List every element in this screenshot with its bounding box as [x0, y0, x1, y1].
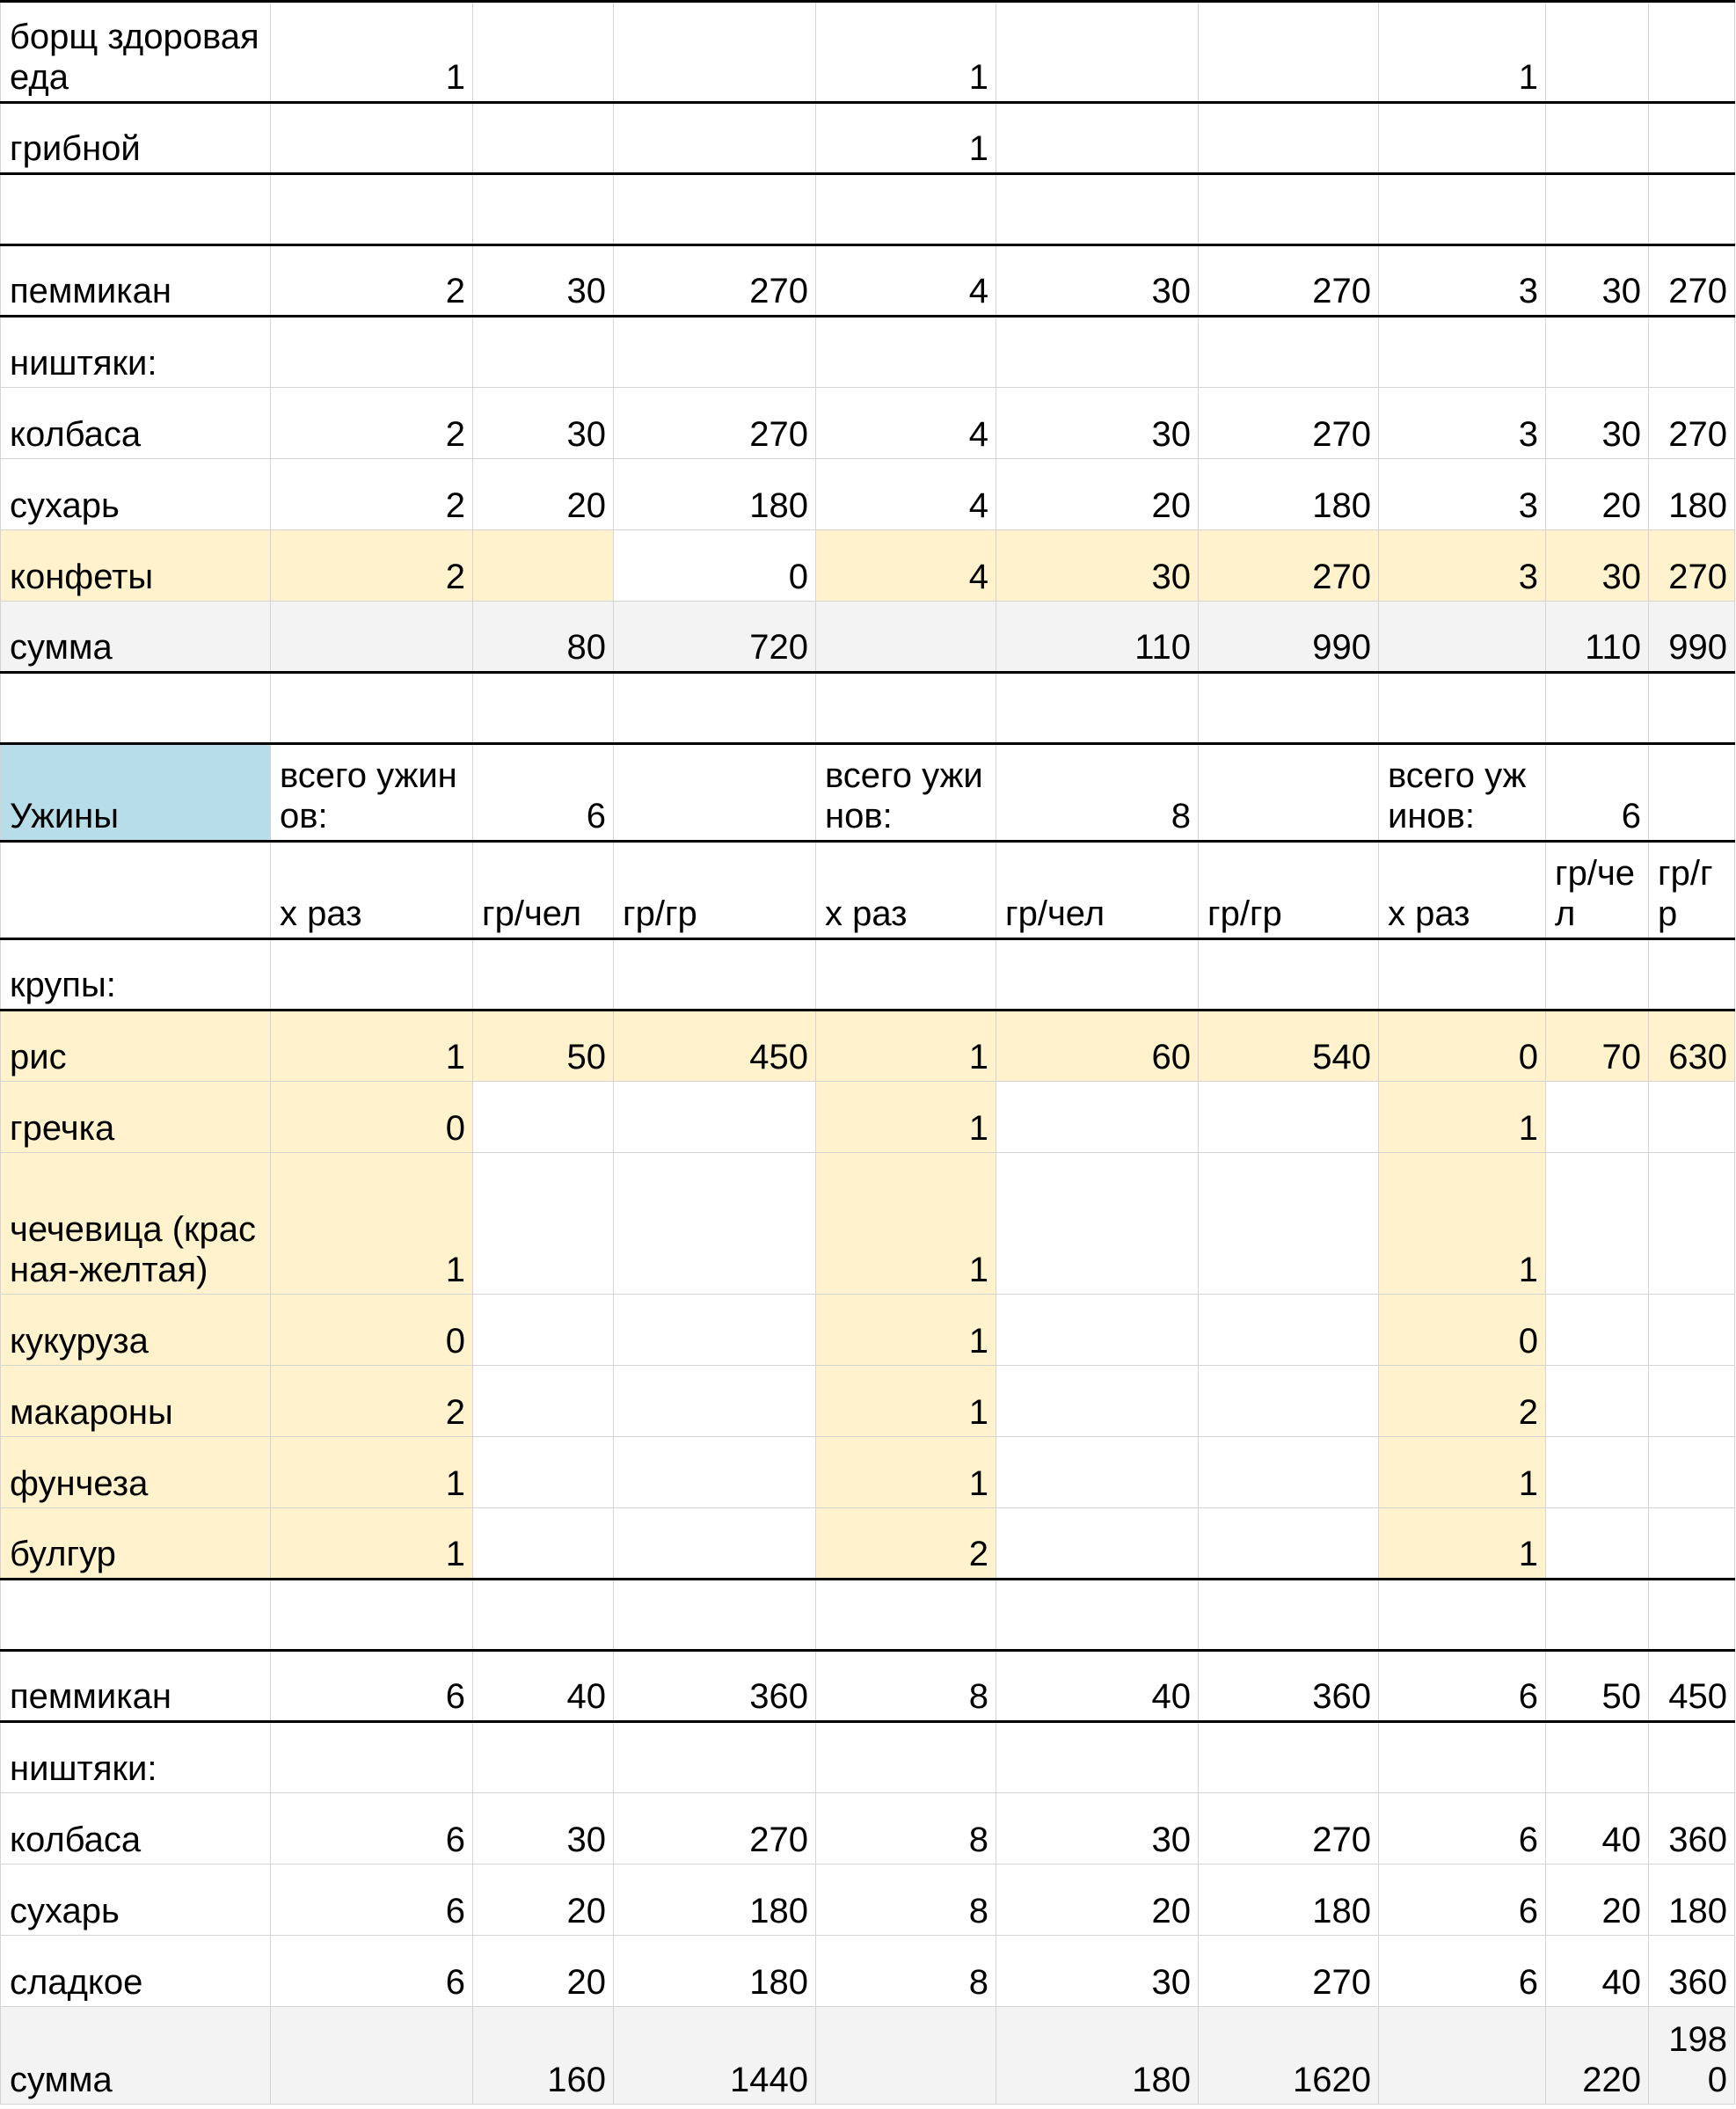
cell-g2-gr-per-group[interactable]: гр/гр	[1199, 842, 1379, 939]
cell-item[interactable]	[1, 842, 271, 939]
cell-item[interactable]: сумма	[1, 602, 271, 673]
cell-g1-times[interactable]	[271, 939, 473, 1011]
cell-g3-gr-per-person[interactable]	[1546, 1437, 1649, 1508]
cell-g1-times[interactable]	[271, 673, 473, 744]
cell-g3-gr-per-group[interactable]	[1649, 1153, 1735, 1295]
table-row	[1, 1011, 1735, 1082]
cell-g2-times[interactable]	[816, 939, 996, 1011]
cell-g3-gr-per-person[interactable]	[1546, 1580, 1649, 1651]
cell-g2-gr-per-person[interactable]	[996, 2, 1199, 103]
table-row	[1, 673, 1735, 744]
cell-item[interactable]: ништяки:	[1, 1722, 271, 1793]
cell-g3-gr-per-person[interactable]	[1546, 2, 1649, 103]
table-row	[1, 1437, 1735, 1508]
cell-g2-times[interactable]: 8	[816, 1793, 996, 1865]
cell-g1-gr-per-person[interactable]: 80	[473, 602, 614, 673]
cell-g3-times[interactable]: 1	[1379, 1508, 1546, 1580]
cell-g1-times[interactable]: 1	[271, 1153, 473, 1295]
cell-g2-gr-per-person[interactable]: 60	[996, 1011, 1199, 1082]
cell-g1-times[interactable]: 0	[271, 1295, 473, 1366]
cell-g2-gr-per-group[interactable]	[1199, 1153, 1379, 1295]
cell-g3-times[interactable]	[1379, 317, 1546, 388]
cell-g1-gr-per-person[interactable]: 50	[473, 1011, 614, 1082]
cell-item[interactable]: фунчеза	[1, 1437, 271, 1508]
table-row	[1, 1651, 1735, 1722]
cell-g1-gr-per-person[interactable]	[473, 1437, 614, 1508]
cell-g1-gr-per-group[interactable]: 1440	[614, 2007, 816, 2105]
cell-g1-gr-per-person[interactable]	[473, 1508, 614, 1580]
cell-g2-gr-per-group[interactable]	[1199, 1295, 1379, 1366]
cell-g2-gr-per-person[interactable]	[996, 1437, 1199, 1508]
cell-g3-times[interactable]: x раз	[1379, 842, 1546, 939]
cell-item[interactable]: борщ здоровая еда	[1, 2, 271, 103]
cell-item[interactable]: пеммикан	[1, 245, 271, 317]
cell-g1-gr-per-group[interactable]: 270	[614, 245, 816, 317]
cell-g1-gr-per-group[interactable]: 360	[614, 1651, 816, 1722]
cell-g3-gr-per-person[interactable]: 6	[1546, 744, 1649, 842]
cell-g3-times[interactable]	[1379, 1580, 1546, 1651]
cell-g1-gr-per-person[interactable]	[473, 1722, 614, 1793]
cell-item[interactable]: ништяки:	[1, 317, 271, 388]
cell-g2-gr-per-person[interactable]	[996, 939, 1199, 1011]
cell-g1-gr-per-person[interactable]: 40	[473, 1651, 614, 1722]
cell-g2-gr-per-person[interactable]: 8	[996, 744, 1199, 842]
cell-g2-times[interactable]: 4	[816, 459, 996, 530]
cell-g1-gr-per-group[interactable]	[614, 174, 816, 245]
cell-g1-gr-per-group[interactable]: 180	[614, 1865, 816, 1936]
cell-g1-times[interactable]: 6	[271, 1936, 473, 2007]
cell-g1-gr-per-group[interactable]	[614, 1580, 816, 1651]
cell-g1-gr-per-person[interactable]	[473, 1153, 614, 1295]
cell-g1-times[interactable]	[271, 1580, 473, 1651]
cell-g1-gr-per-person[interactable]	[473, 317, 614, 388]
cell-g2-gr-per-group[interactable]	[1199, 317, 1379, 388]
cell-g1-gr-per-person[interactable]: 30	[473, 245, 614, 317]
cell-g2-gr-per-person[interactable]	[996, 1722, 1199, 1793]
cell-g3-gr-per-group[interactable]: 180	[1649, 459, 1735, 530]
cell-g2-gr-per-person[interactable]	[996, 1153, 1199, 1295]
cell-item[interactable]: рис	[1, 1011, 271, 1082]
cell-g3-times[interactable]: 0	[1379, 1011, 1546, 1082]
cell-g3-gr-per-person[interactable]: 30	[1546, 388, 1649, 459]
cell-g1-gr-per-person[interactable]	[473, 2, 614, 103]
cell-g2-gr-per-group[interactable]	[1199, 174, 1379, 245]
cell-g2-times[interactable]: 1	[816, 1366, 996, 1437]
cell-g3-gr-per-person[interactable]	[1546, 939, 1649, 1011]
cell-g3-gr-per-person[interactable]	[1546, 1082, 1649, 1153]
cell-g2-times[interactable]: 4	[816, 245, 996, 317]
cell-g3-gr-per-group[interactable]: 360	[1649, 1936, 1735, 2007]
table-row	[1, 1865, 1735, 1936]
cell-g1-gr-per-person[interactable]: 20	[473, 1865, 614, 1936]
cell-g1-times[interactable]: 2	[271, 459, 473, 530]
cell-g3-times[interactable]: 3	[1379, 459, 1546, 530]
cell-g2-gr-per-group[interactable]	[1199, 1082, 1379, 1153]
cell-g3-gr-per-person[interactable]	[1546, 174, 1649, 245]
cell-g3-gr-per-group[interactable]: 270	[1649, 245, 1735, 317]
cell-g1-gr-per-group[interactable]	[614, 1082, 816, 1153]
table-row	[1, 1580, 1735, 1651]
cell-item[interactable]: гречка	[1, 1082, 271, 1153]
table-row	[1, 103, 1735, 174]
cell-g2-times[interactable]: 1	[816, 1082, 996, 1153]
cell-g2-gr-per-group[interactable]	[1199, 2, 1379, 103]
table-row	[1, 744, 1735, 842]
cell-g1-times[interactable]: 1	[271, 1508, 473, 1580]
cell-g1-times[interactable]: 2	[271, 530, 473, 602]
cell-g1-times[interactable]: x раз	[271, 842, 473, 939]
cell-g3-gr-per-person[interactable]: 30	[1546, 530, 1649, 602]
cell-g1-gr-per-person[interactable]: 20	[473, 459, 614, 530]
cell-g1-gr-per-group[interactable]	[614, 317, 816, 388]
cell-g3-gr-per-person[interactable]: 40	[1546, 1793, 1649, 1865]
table-row	[1, 388, 1735, 459]
cell-g3-gr-per-group[interactable]	[1649, 673, 1735, 744]
cell-g2-times[interactable]: всего ужинов:	[816, 744, 996, 842]
cell-g1-times[interactable]	[271, 602, 473, 673]
cell-g2-gr-per-group[interactable]: 180	[1199, 459, 1379, 530]
cell-g3-times[interactable]	[1379, 2007, 1546, 2105]
cell-g3-gr-per-person[interactable]	[1546, 103, 1649, 174]
cell-g2-gr-per-group[interactable]: 270	[1199, 245, 1379, 317]
cell-g3-gr-per-group[interactable]	[1649, 103, 1735, 174]
cell-g2-gr-per-person[interactable]	[996, 1295, 1199, 1366]
cell-g3-gr-per-person[interactable]	[1546, 317, 1649, 388]
cell-g3-times[interactable]: 1	[1379, 1437, 1546, 1508]
cell-g2-gr-per-person[interactable]: 40	[996, 1651, 1199, 1722]
cell-g1-gr-per-person[interactable]	[473, 103, 614, 174]
cell-g1-times[interactable]: 2	[271, 245, 473, 317]
cell-g1-gr-per-group[interactable]	[614, 1722, 816, 1793]
cell-g2-gr-per-group[interactable]	[1199, 673, 1379, 744]
cell-g2-times[interactable]: 8	[816, 1936, 996, 2007]
table-row	[1, 2, 1735, 103]
cell-g1-gr-per-group[interactable]: 270	[614, 1793, 816, 1865]
cell-g2-times[interactable]: 4	[816, 388, 996, 459]
cell-g1-gr-per-group[interactable]: 270	[614, 388, 816, 459]
cell-item[interactable]: сладкое	[1, 1936, 271, 2007]
cell-item[interactable]: крупы:	[1, 939, 271, 1011]
cell-g1-gr-per-person[interactable]	[473, 1295, 614, 1366]
cell-g2-times[interactable]	[816, 602, 996, 673]
table-row	[1, 2007, 1735, 2105]
cell-g2-gr-per-person[interactable]: 30	[996, 1793, 1199, 1865]
cell-g2-times[interactable]	[816, 174, 996, 245]
cell-g3-gr-per-person[interactable]	[1546, 1722, 1649, 1793]
cell-g2-times[interactable]: 1	[816, 1437, 996, 1508]
cell-g1-gr-per-person[interactable]: 30	[473, 1793, 614, 1865]
cell-g3-times[interactable]: всего ужинов:	[1379, 744, 1546, 842]
cell-item[interactable]	[1, 673, 271, 744]
cell-g1-times[interactable]	[271, 2007, 473, 2105]
cell-g1-gr-per-person[interactable]	[473, 939, 614, 1011]
cell-item[interactable]: сухарь	[1, 1865, 271, 1936]
cell-g3-gr-per-person[interactable]: 40	[1546, 1936, 1649, 2007]
cell-g2-gr-per-person[interactable]	[996, 673, 1199, 744]
table-row	[1, 174, 1735, 245]
cell-g2-gr-per-person[interactable]	[996, 1082, 1199, 1153]
cell-g3-times[interactable]: 6	[1379, 1865, 1546, 1936]
cell-item[interactable]: чечевица (красная-желтая)	[1, 1153, 271, 1295]
cell-g2-gr-per-group[interactable]: 270	[1199, 1936, 1379, 2007]
cell-g2-times[interactable]: 8	[816, 1651, 996, 1722]
cell-g3-gr-per-person[interactable]: 70	[1546, 1011, 1649, 1082]
cell-g1-gr-per-group[interactable]	[614, 1295, 816, 1366]
cell-g2-times[interactable]	[816, 2007, 996, 2105]
cell-item[interactable]: конфеты	[1, 530, 271, 602]
cell-g3-times[interactable]	[1379, 939, 1546, 1011]
cell-g1-gr-per-group[interactable]	[614, 1508, 816, 1580]
cell-g3-gr-per-group[interactable]	[1649, 1295, 1735, 1366]
cell-g3-gr-per-group[interactable]	[1649, 174, 1735, 245]
cell-item[interactable]: пеммикан	[1, 1651, 271, 1722]
cell-g2-times[interactable]: 1	[816, 1011, 996, 1082]
cell-g2-times[interactable]	[816, 673, 996, 744]
cell-g2-gr-per-group[interactable]	[1199, 1722, 1379, 1793]
cell-g3-times[interactable]	[1379, 174, 1546, 245]
cell-g3-times[interactable]: 6	[1379, 1793, 1546, 1865]
cell-g1-gr-per-group[interactable]	[614, 2, 816, 103]
cell-item[interactable]	[1, 174, 271, 245]
cell-g1-gr-per-person[interactable]: 30	[473, 388, 614, 459]
cell-g1-gr-per-group[interactable]: 180	[614, 459, 816, 530]
cell-g1-times[interactable]: всего ужинов:	[271, 744, 473, 842]
cell-g1-gr-per-group[interactable]	[614, 103, 816, 174]
cell-g3-gr-per-group[interactable]	[1649, 1437, 1735, 1508]
cell-g2-gr-per-person[interactable]: гр/чел	[996, 842, 1199, 939]
cell-g3-gr-per-person[interactable]: 20	[1546, 1865, 1649, 1936]
cell-g2-gr-per-group[interactable]	[1199, 1508, 1379, 1580]
cell-g2-gr-per-person[interactable]: 30	[996, 1936, 1199, 2007]
cell-g3-gr-per-group[interactable]	[1649, 2, 1735, 103]
table-row	[1, 530, 1735, 602]
cell-g2-times[interactable]: x раз	[816, 842, 996, 939]
cell-g2-gr-per-person[interactable]	[996, 317, 1199, 388]
cell-g3-gr-per-person[interactable]: 30	[1546, 245, 1649, 317]
table-row	[1, 1153, 1735, 1295]
cell-g3-times[interactable]: 1	[1379, 1153, 1546, 1295]
cell-g3-times[interactable]: 3	[1379, 245, 1546, 317]
table-row	[1, 602, 1735, 673]
cell-g2-gr-per-group[interactable]: 270	[1199, 530, 1379, 602]
table-row	[1, 1508, 1735, 1580]
cell-g1-times[interactable]: 2	[271, 1366, 473, 1437]
cell-g3-gr-per-person[interactable]: гр/чел	[1546, 842, 1649, 939]
cell-g2-gr-per-person[interactable]: 30	[996, 245, 1199, 317]
cell-g1-times[interactable]: 6	[271, 1793, 473, 1865]
cell-g2-times[interactable]: 1	[816, 1153, 996, 1295]
cell-g2-gr-per-person[interactable]	[996, 174, 1199, 245]
cell-g3-times[interactable]: 1	[1379, 2, 1546, 103]
cell-g3-gr-per-group[interactable]: 990	[1649, 602, 1735, 673]
cell-g1-gr-per-person[interactable]	[473, 673, 614, 744]
cell-g1-gr-per-group[interactable]: 180	[614, 1936, 816, 2007]
table-row	[1, 1366, 1735, 1437]
cell-g3-times[interactable]: 2	[1379, 1366, 1546, 1437]
cell-g3-times[interactable]	[1379, 602, 1546, 673]
cell-g2-gr-per-group[interactable]: 1620	[1199, 2007, 1379, 2105]
cell-g1-gr-per-group[interactable]: 0	[614, 530, 816, 602]
cell-g2-times[interactable]: 1	[816, 1295, 996, 1366]
cell-g1-gr-per-person[interactable]	[473, 530, 614, 602]
cell-g3-gr-per-group[interactable]	[1649, 1366, 1735, 1437]
cell-g3-times[interactable]: 6	[1379, 1936, 1546, 2007]
cell-g2-gr-per-group[interactable]: 990	[1199, 602, 1379, 673]
cell-g2-gr-per-person[interactable]	[996, 1366, 1199, 1437]
cell-g3-gr-per-group[interactable]	[1649, 1580, 1735, 1651]
cell-g1-times[interactable]: 6	[271, 1651, 473, 1722]
cell-item[interactable]: макароны	[1, 1366, 271, 1437]
cell-g1-gr-per-group[interactable]	[614, 1153, 816, 1295]
cell-g1-times[interactable]: 1	[271, 1011, 473, 1082]
table-row	[1, 1793, 1735, 1865]
cell-g1-times[interactable]	[271, 103, 473, 174]
cell-g1-gr-per-person[interactable]: 160	[473, 2007, 614, 2105]
cell-g2-times[interactable]: 4	[816, 530, 996, 602]
cell-g3-gr-per-group[interactable]	[1649, 317, 1735, 388]
cell-g1-gr-per-person[interactable]	[473, 174, 614, 245]
cell-g3-gr-per-person[interactable]	[1546, 1508, 1649, 1580]
cell-g3-times[interactable]: 6	[1379, 1651, 1546, 1722]
cell-g2-gr-per-person[interactable]: 20	[996, 1865, 1199, 1936]
cell-g1-gr-per-group[interactable]: гр/гр	[614, 842, 816, 939]
table-row	[1, 939, 1735, 1011]
cell-g2-gr-per-person[interactable]	[996, 1508, 1199, 1580]
cell-g1-times[interactable]	[271, 174, 473, 245]
cell-g3-gr-per-person[interactable]: 220	[1546, 2007, 1649, 2105]
cell-g3-gr-per-person[interactable]	[1546, 1153, 1649, 1295]
cell-g3-gr-per-group[interactable]: гр/гр	[1649, 842, 1735, 939]
cell-item[interactable]: сухарь	[1, 459, 271, 530]
cell-item[interactable]: сумма	[1, 2007, 271, 2105]
cell-g2-gr-per-group[interactable]	[1199, 744, 1379, 842]
cell-g3-times[interactable]: 3	[1379, 530, 1546, 602]
cell-g1-gr-per-person[interactable]	[473, 1580, 614, 1651]
cell-g2-gr-per-person[interactable]: 180	[996, 2007, 1199, 2105]
table-row	[1, 1295, 1735, 1366]
cell-g2-gr-per-person[interactable]: 110	[996, 602, 1199, 673]
cell-item[interactable]: колбаса	[1, 1793, 271, 1865]
cell-g3-gr-per-group[interactable]: 360	[1649, 1793, 1735, 1865]
cell-g2-gr-per-group[interactable]: 180	[1199, 1865, 1379, 1936]
cell-g1-times[interactable]	[271, 317, 473, 388]
cell-g1-gr-per-person[interactable]: 20	[473, 1936, 614, 2007]
cell-g3-gr-per-group[interactable]: 180	[1649, 1865, 1735, 1936]
table-row	[1, 1722, 1735, 1793]
cell-g3-times[interactable]: 1	[1379, 1082, 1546, 1153]
cell-g3-times[interactable]: 0	[1379, 1295, 1546, 1366]
table-row	[1, 1082, 1735, 1153]
cell-g2-gr-per-person[interactable]: 30	[996, 530, 1199, 602]
cell-g2-gr-per-group[interactable]: 270	[1199, 1793, 1379, 1865]
cell-g2-times[interactable]	[816, 1580, 996, 1651]
cell-item[interactable]: булгур	[1, 1508, 271, 1580]
cell-g2-gr-per-group[interactable]	[1199, 103, 1379, 174]
cell-g2-gr-per-group[interactable]: 360	[1199, 1651, 1379, 1722]
table-row	[1, 317, 1735, 388]
cell-g3-gr-per-person[interactable]: 110	[1546, 602, 1649, 673]
cell-g1-gr-per-group[interactable]	[614, 1437, 816, 1508]
cell-g1-gr-per-person[interactable]: гр/чел	[473, 842, 614, 939]
cell-g3-gr-per-group[interactable]	[1649, 1722, 1735, 1793]
cell-g1-times[interactable]	[271, 1722, 473, 1793]
cell-g2-gr-per-person[interactable]: 20	[996, 459, 1199, 530]
cell-g3-gr-per-group[interactable]: 630	[1649, 1011, 1735, 1082]
cell-g2-times[interactable]	[816, 1722, 996, 1793]
cell-g3-gr-per-person[interactable]: 50	[1546, 1651, 1649, 1722]
cell-g2-gr-per-group[interactable]	[1199, 1580, 1379, 1651]
table-row	[1, 1936, 1735, 2007]
table-row	[1, 245, 1735, 317]
cell-g2-times[interactable]: 2	[816, 1508, 996, 1580]
cell-g3-gr-per-group[interactable]	[1649, 1508, 1735, 1580]
cell-g3-gr-per-person[interactable]: 20	[1546, 459, 1649, 530]
cell-g1-times[interactable]: 6	[271, 1865, 473, 1936]
cell-g2-times[interactable]	[816, 317, 996, 388]
cell-item[interactable]: колбаса	[1, 388, 271, 459]
cell-g3-gr-per-group[interactable]: 450	[1649, 1651, 1735, 1722]
cell-item[interactable]	[1, 1580, 271, 1651]
cell-g1-gr-per-person[interactable]: 6	[473, 744, 614, 842]
cell-g2-times[interactable]: 8	[816, 1865, 996, 1936]
table-row	[1, 459, 1735, 530]
cell-g2-gr-per-person[interactable]: 30	[996, 388, 1199, 459]
table-body	[1, 2, 1735, 2105]
cell-item[interactable]: грибной	[1, 103, 271, 174]
cell-g3-gr-per-group[interactable]	[1649, 744, 1735, 842]
cell-g1-gr-per-group[interactable]	[614, 1366, 816, 1437]
cell-g1-gr-per-person[interactable]	[473, 1366, 614, 1437]
cell-g1-gr-per-group[interactable]: 450	[614, 1011, 816, 1082]
cell-g3-times[interactable]: 3	[1379, 388, 1546, 459]
cell-g2-gr-per-person[interactable]	[996, 103, 1199, 174]
cell-g2-gr-per-group[interactable]	[1199, 1366, 1379, 1437]
cell-g1-gr-per-group[interactable]	[614, 939, 816, 1011]
cell-g3-gr-per-group[interactable]	[1649, 1082, 1735, 1153]
cell-g1-times[interactable]: 1	[271, 1437, 473, 1508]
cell-g2-gr-per-group[interactable]	[1199, 939, 1379, 1011]
table-row	[1, 842, 1735, 939]
cell-g3-gr-per-person[interactable]	[1546, 673, 1649, 744]
cell-g3-times[interactable]	[1379, 103, 1546, 174]
cell-g3-gr-per-group[interactable]: 270	[1649, 388, 1735, 459]
cell-g2-gr-per-group[interactable]: 540	[1199, 1011, 1379, 1082]
cell-g1-times[interactable]: 1	[271, 2, 473, 103]
cell-g1-times[interactable]: 0	[271, 1082, 473, 1153]
cell-g3-gr-per-group[interactable]: 1980	[1649, 2007, 1735, 2105]
cell-g2-gr-per-person[interactable]	[996, 1580, 1199, 1651]
cell-g1-times[interactable]: 2	[271, 388, 473, 459]
cell-g2-gr-per-group[interactable]	[1199, 1437, 1379, 1508]
cell-g3-gr-per-person[interactable]	[1546, 1366, 1649, 1437]
cell-g2-times[interactable]: 1	[816, 2, 996, 103]
cell-g3-times[interactable]	[1379, 1722, 1546, 1793]
cell-item[interactable]: кукуруза	[1, 1295, 271, 1366]
cell-g1-gr-per-person[interactable]	[473, 1082, 614, 1153]
cell-g1-gr-per-group[interactable]	[614, 744, 816, 842]
cell-g1-gr-per-group[interactable]	[614, 673, 816, 744]
cell-item[interactable]: Ужины	[1, 744, 271, 842]
cell-g2-gr-per-group[interactable]: 270	[1199, 388, 1379, 459]
cell-g3-gr-per-group[interactable]: 270	[1649, 530, 1735, 602]
cell-g3-times[interactable]	[1379, 673, 1546, 744]
cell-g3-gr-per-person[interactable]	[1546, 1295, 1649, 1366]
cell-g2-times[interactable]: 1	[816, 103, 996, 174]
cell-g1-gr-per-group[interactable]: 720	[614, 602, 816, 673]
cell-g3-gr-per-group[interactable]	[1649, 939, 1735, 1011]
